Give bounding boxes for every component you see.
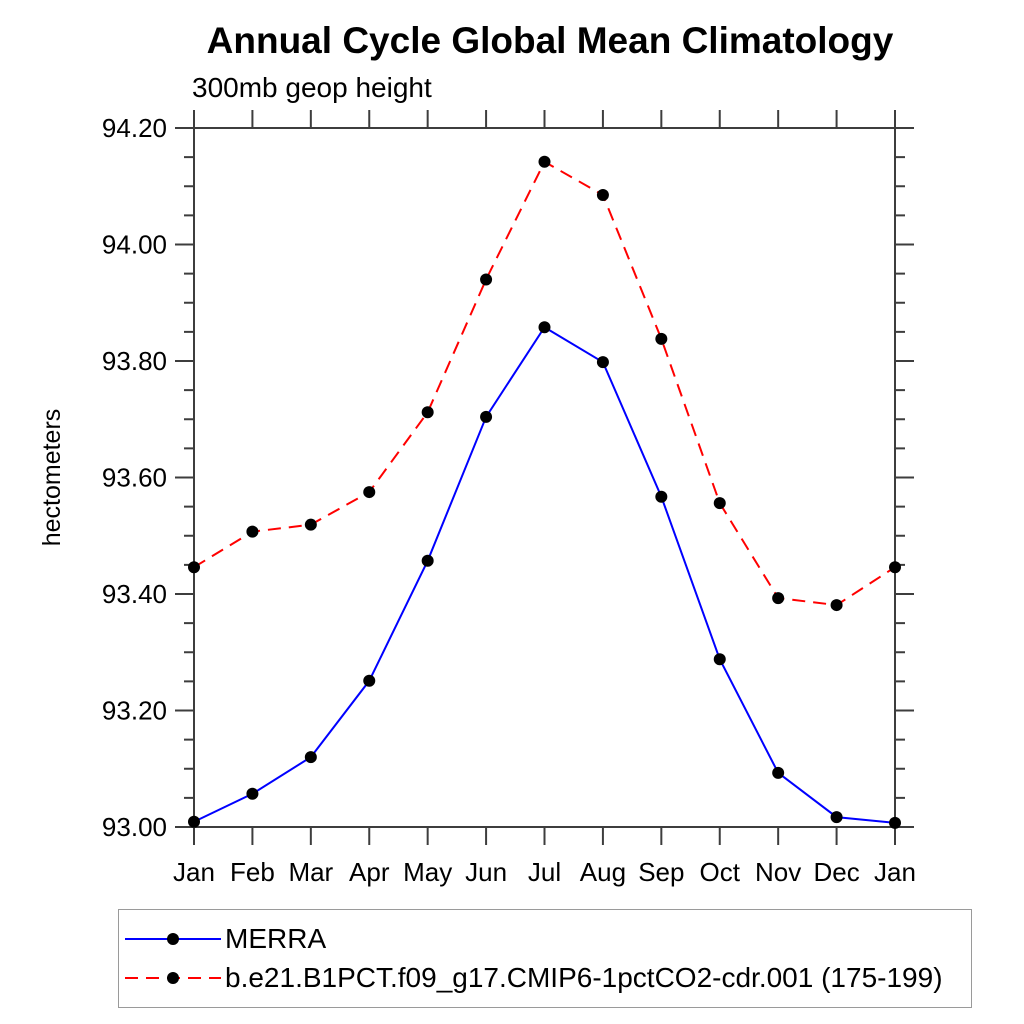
legend-label-merra: MERRA: [225, 923, 327, 954]
x-tick-label: Jan: [874, 857, 916, 887]
data-point-marker: [889, 561, 901, 573]
data-point-marker: [246, 526, 258, 538]
x-tick-label: Sep: [638, 857, 685, 887]
series-line-1: [194, 162, 895, 605]
data-point-marker: [363, 675, 375, 687]
data-point-marker: [422, 555, 434, 567]
data-point-marker: [597, 189, 609, 201]
data-point-marker: [246, 788, 258, 800]
data-point-marker: [889, 817, 901, 829]
x-tick-label: Mar: [288, 857, 334, 887]
data-point-marker: [422, 406, 434, 418]
data-point-marker: [188, 561, 200, 573]
x-tick-label: Jun: [465, 857, 508, 887]
y-tick-label: 93.60: [101, 462, 167, 493]
data-point-marker: [772, 767, 784, 779]
data-point-marker: [655, 333, 667, 345]
x-tick-label: Nov: [755, 857, 802, 887]
series-line-0: [194, 327, 895, 823]
x-tick-label: Dec: [813, 857, 860, 887]
y-tick-label: 93.20: [101, 695, 167, 726]
data-point-marker: [480, 273, 492, 285]
legend-swatch-dashed-line-dot-icon: [123, 963, 223, 993]
plot-border: [194, 128, 895, 827]
x-tick-label: Aug: [579, 857, 627, 887]
data-point-marker: [305, 519, 317, 531]
y-tick-label: 94.00: [101, 229, 167, 260]
legend-row-merra: [119, 924, 971, 954]
x-tick-label: Jan: [173, 857, 215, 887]
data-point-marker: [539, 321, 551, 333]
y-tick-label: 93.40: [101, 579, 167, 609]
data-point-marker: [714, 653, 726, 665]
data-point-marker: [188, 816, 200, 828]
y-tick-label: 93.80: [101, 346, 167, 376]
data-point-marker: [831, 599, 843, 611]
data-point-marker: [539, 156, 551, 168]
data-point-marker: [831, 811, 843, 823]
data-point-marker: [655, 491, 667, 503]
legend-swatch-solid-line-dot-icon: [123, 924, 223, 954]
data-point-marker: [597, 356, 609, 368]
x-tick-label: Oct: [699, 857, 740, 887]
data-point-marker: [714, 497, 726, 509]
data-point-marker: [772, 592, 784, 604]
data-point-marker: [305, 751, 317, 763]
data-point-marker: [480, 411, 492, 423]
data-point-marker: [363, 486, 375, 498]
x-tick-label: Apr: [349, 857, 390, 887]
x-tick-label: Feb: [230, 857, 275, 887]
y-axis-title: hectometers: [38, 408, 66, 547]
legend-row-model: [119, 963, 971, 993]
legend-label-model: b.e21.B1PCT.f09_g17.CMIP6-1pctCO2-cdr.001 (175-199): [225, 962, 943, 993]
legend-box: [118, 909, 972, 1008]
x-tick-label: Jul: [527, 857, 562, 887]
x-tick-label: May: [403, 857, 453, 887]
chart-title: Annual Cycle Global Mean Climatology: [206, 20, 894, 61]
chart-subtitle: 300mb geop height: [192, 72, 432, 103]
y-tick-label: 94.20: [101, 113, 167, 143]
y-tick-label: 93.00: [101, 812, 167, 842]
